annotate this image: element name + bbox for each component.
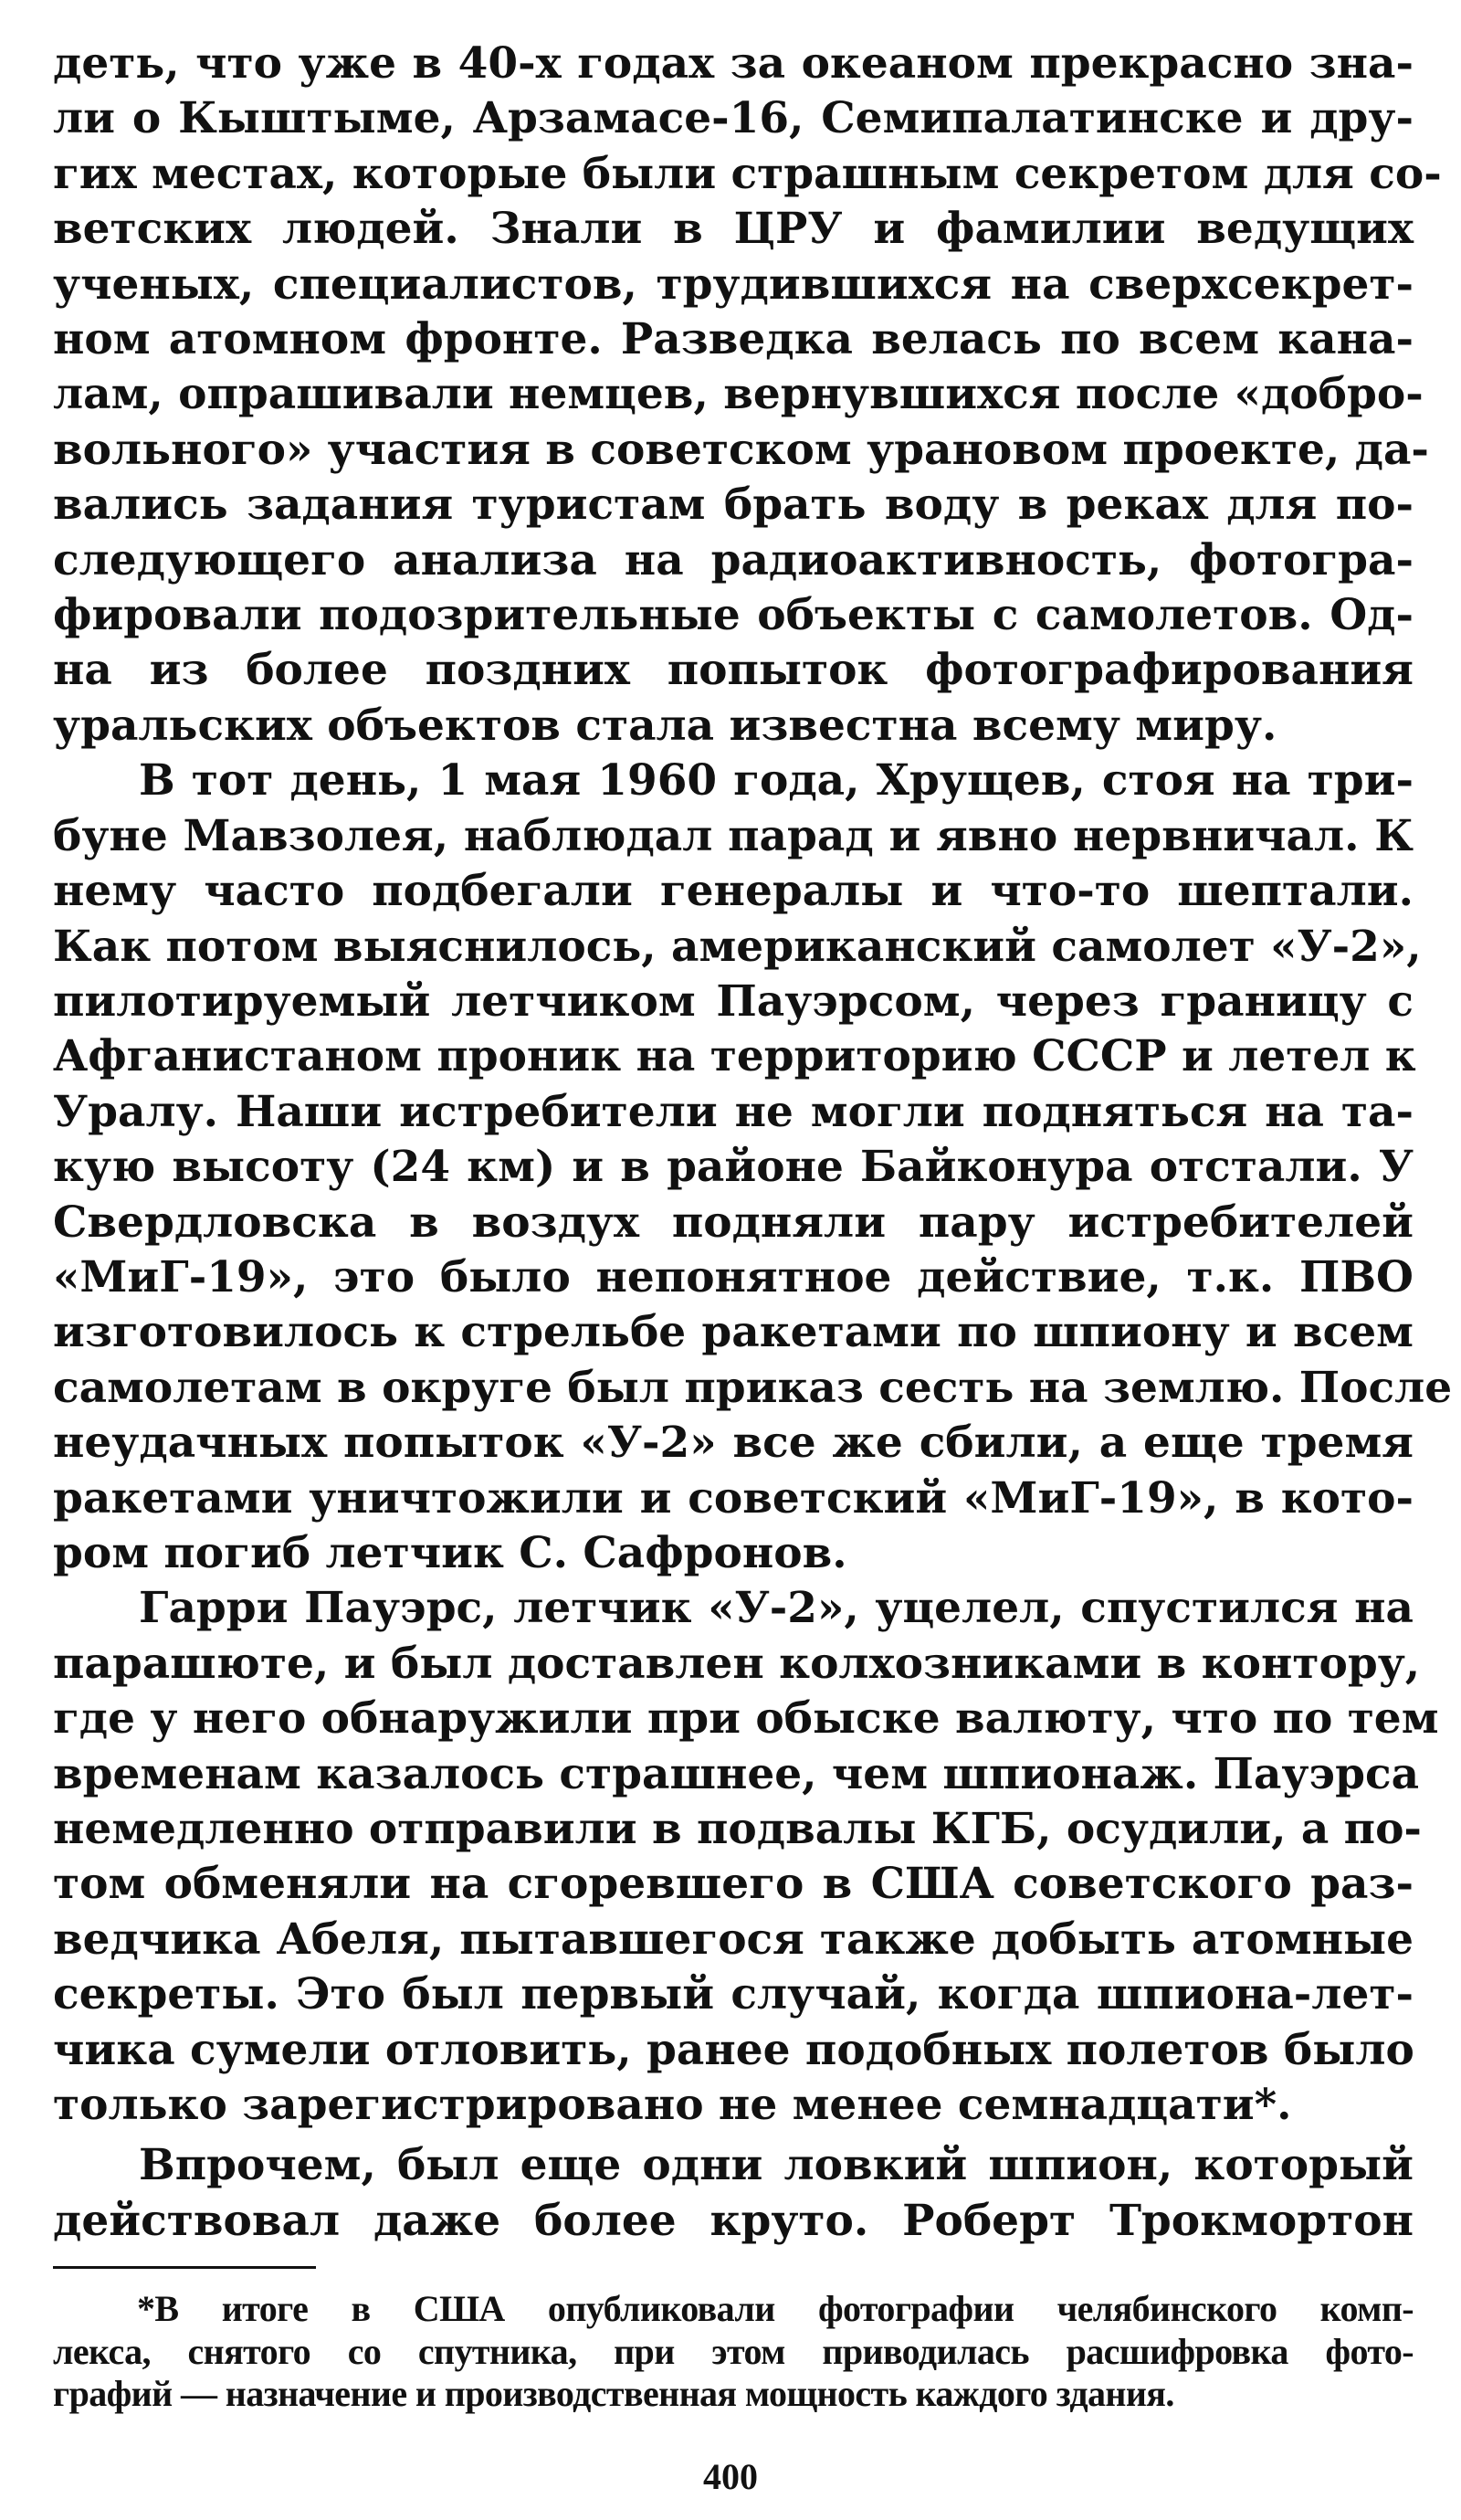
text-line: неудачных попыток «У-2» все же сбили, а еще тремя <box>53 1418 1414 1469</box>
text-line: следующего анализа на радиоактивность, фотогра- <box>53 534 1414 585</box>
text-line: на из более поздних попыток фотографирования <box>53 645 1414 696</box>
text-line: ветских людей. Знали в ЦРУ и фамилии ведущих <box>53 204 1414 255</box>
text-line: В тот день, 1 мая 1960 года, Хрущев, стоя на три- <box>139 755 1414 807</box>
text-line: вольного» участия в советском урановом проекте, да- <box>53 424 1429 475</box>
text-line: изготовилось к стрельбе ракетами по шпиону и всем <box>53 1307 1414 1358</box>
text-line: Впрочем, был еще одни ловкий шпион, который <box>139 2140 1414 2191</box>
footnote-divider <box>53 2266 316 2269</box>
footnote-line: графий — назначение и производственная мощность каждого здания. <box>53 2373 1174 2414</box>
text-line: парашюте, и был доставлен колхозниками в контору, <box>53 1638 1421 1689</box>
text-line: немедленно отправили в подвалы КГБ, осудили, а по- <box>53 1804 1422 1854</box>
text-line: буне Мавзолея, наблюдал парад и явно нервничал. К <box>53 810 1414 861</box>
text-line: ученых, специалистов, трудившихся на сверхсекрет- <box>53 258 1414 310</box>
text-line: пилотируемый летчиком Пауэрсом, через границу с <box>53 975 1414 1027</box>
text-line: лам, опрашивали немцев, вернувшихся после «добро- <box>53 369 1424 420</box>
text-line: временам казалось страшнее, чем шпионаж. Пауэрса <box>53 1748 1420 1799</box>
text-line: только зарегистрировано не менее семнадцати*. <box>53 2080 1292 2131</box>
text-line: ном атомном фронте. Разведка велась по всем кана- <box>53 314 1414 365</box>
text-line: уральских объектов стала известна всему миру. <box>53 700 1277 751</box>
text-line: ведчика Абеля, пытавшегося также добыть атомные <box>53 1914 1414 1965</box>
text-line: ракетами уничтожили и советский «МиГ-19», в кото- <box>53 1472 1414 1524</box>
text-line: ром погиб летчик С. Сафронов. <box>53 1527 847 1578</box>
page-body <box>53 37 1453 2249</box>
paragraph-3 <box>53 1581 1439 2133</box>
paragraph-4 <box>53 2138 1414 2249</box>
text-line: Уралу. Наши истребители не могли подняться на та- <box>53 1086 1414 1137</box>
text-line: Как потом выяснилось, американский самолет «У-2», <box>53 921 1422 972</box>
text-line: том обменяли на сгоревшего в США советского раз- <box>53 1859 1414 1910</box>
text-line: вались задания туристам брать воду в реках для по- <box>53 480 1414 531</box>
paragraph-2 <box>53 754 1453 1581</box>
text-line: Свердловска в воздух подняли пару истребителей <box>53 1197 1414 1248</box>
footnote <box>53 2288 1414 2416</box>
text-line: самолетам в округе был приказ сесть на землю. После <box>53 1362 1453 1413</box>
text-line: гих местах, которые были страшным секретом для со- <box>53 148 1442 199</box>
text-line: чика сумели отловить, ранее подобных полетов было <box>53 2024 1414 2075</box>
text-line: нему часто подбегали генералы и что-то шептали. <box>53 866 1414 917</box>
text-line: кую высоту (24 км) и в районе Байконура отстали. У <box>53 1142 1414 1193</box>
text-line: «МиГ-19», это было непонятное действие, т.к. ПВО <box>53 1251 1414 1302</box>
text-line: действовал даже более круто. Роберт Трокмортон <box>53 2195 1414 2246</box>
text-line: фировали подозрительные объекты с самолетов. Од- <box>53 590 1414 641</box>
text-line: Афганистаном проник на территорию СССР и летел к <box>53 1031 1416 1082</box>
page-number: 400 <box>703 2456 758 2497</box>
text-line: секреты. Это был первый случай, когда шпиона-лет- <box>53 1969 1414 2020</box>
paragraph-1 <box>53 37 1442 754</box>
text-line: где у него обнаружили при обыске валюту, что по тем <box>53 1693 1439 1745</box>
footnote-line: *В итоге в США опубликовали фотографии челябинского комп- <box>137 2288 1414 2329</box>
text-line: ли о Кыштыме, Арзамасе-16, Семипалатинске и дру- <box>53 93 1414 144</box>
text-line: Гарри Пауэрс, летчик «У-2», уцелел, спустился на <box>139 1583 1414 1634</box>
footnote-line: лекса, снятого со спутника, при этом приводилась расшифровка фото- <box>53 2330 1414 2372</box>
text-line: деть, что уже в 40-х годах за океаном прекрасно зна- <box>53 38 1414 89</box>
